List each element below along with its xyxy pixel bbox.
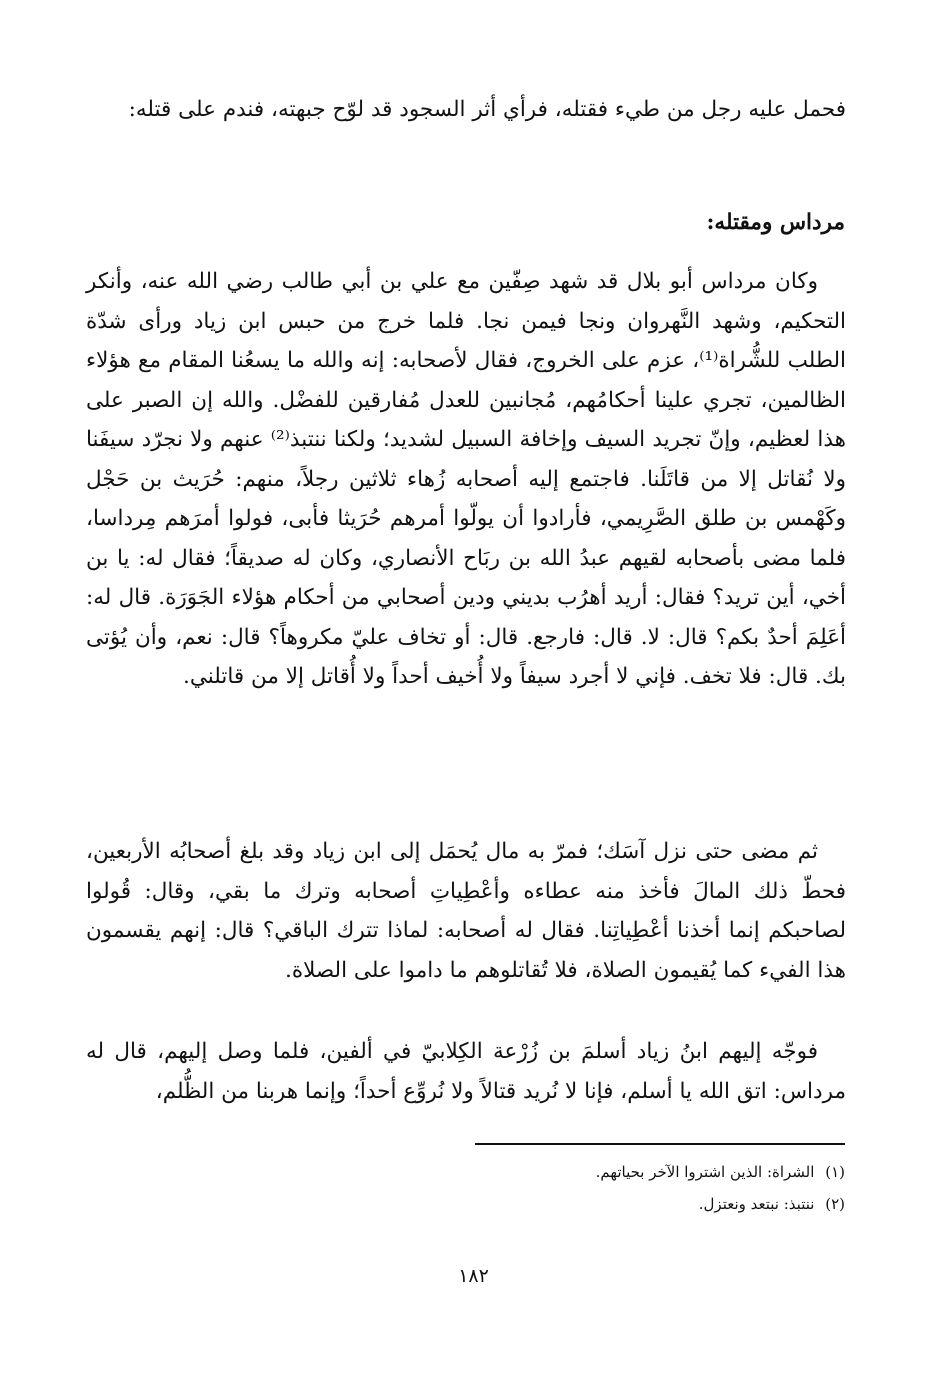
section-heading: مرداس ومقتله:: [706, 210, 845, 235]
paragraph-3: فوجّه إليهم ابنُ زياد أسلمَ بن زُرْعة الكِلابيّ في ألفين، فلما وصل إليهم، قال له مرداس: اتق الله يا أسلم، فإنا لا نُريد قتالاً ولا نُروِّع أحداً؛ وإنما هربنا من الظُّلم،: [86, 1039, 846, 1104]
footnote-number: (٢): [825, 1195, 845, 1213]
page-number: ١٨٢: [458, 1265, 489, 1287]
footnote-divider: [475, 1143, 845, 1145]
paragraph-1: وكان مرداس أبو بلال قد شهد صِفّين مع علي بن أبي طالب رضي الله عنه، وأنكر التحكيم، وشهد النَّهروان ونجا فيمن نجا. فلما خرج من حبس ابن زياد ورأى شدّة الطلب للشُّراة⁽¹⁾، عزم على الخروج، فقال لأصحابه: إنه والله ما يسعُنا المقام مع هؤلاء الظالمين، تجري علينا أحكامُهم، مُجانبين للعدل مُفارقين للفضْل. والله إن الصبر على هذا لعظيم، وإنّ تجريد السيف وإخافة السبيل لشديد؛ ولكنا ننتبذ⁽²⁾ عنهم ولا نجرّد سيفَنا ولا نُقاتل إلا من قاتَلَنا. فاجتمع إليه أصحابه زُهاء ثلاثين رجلاً، منهم: حُرَيث بن حَجْل وكَهْمس بن طلق الصَّرِيمي، فأرادوا أن يولّوا أمرهم حُرَيثا فأبى، فولوا أمرَهم مِرداسا، فلما مضى بأصحابه لقيهم عبدُ الله بن ربَاح الأنصاري، وكان له صديقاً؛ فقال له: يا بن أخي، أين تريد؟ فقال: أريد أهرُب بديني ودين أصحابي من أحكام هؤلاء الجَوَرَة. قال له: أعَلِمَ أحدٌ بكم؟ قال: لا. قال: فارجع. قال: أو تخاف عليّ مكروهاً؟ قال: نعم، وأن يُؤتى بك. قال: فلا تخف. فإني لا أجرد سيفاً ولا أُخيف أحداً ولا أُقاتل إلا من قاتلني.: [86, 269, 846, 689]
footnote-number: (١): [825, 1163, 845, 1181]
footnote-2: [445, 1188, 845, 1220]
paragraph-2: ثم مضى حتى نزل آسَك؛ فمرّ به مال يُحمَل إلى ابن زياد وقد بلغ أصحابُه الأربعين، فحطّ ذلك المالَ فأخذ منه عطاءه وأعْطِياتِ أصحابه وترك ما بقي، وقال: قُولوا لصاحبكم إنما أخذنا أعْطِياتِنا. فقال له أصحابه: لماذا تترك الباقي؟ قال: إنهم يقسمون هذا الفيء كما يُقيمون الصلاة، فلا تُقاتلوهم ما داموا على الصلاة.: [86, 839, 846, 983]
footnotes: [445, 1156, 845, 1220]
paragraph-intro: فحمل عليه رجل من طيء فقتله، فرأي أثر السجود قد لوّح جبهته، فندم على قتله:: [128, 97, 846, 122]
footnote-text: الشراة: الذين اشتروا الآخر بحياتهم.: [595, 1163, 815, 1181]
footnote-1: [445, 1156, 845, 1188]
footnote-text: ننتبذ: نبتعد ونعتزل.: [698, 1195, 815, 1213]
